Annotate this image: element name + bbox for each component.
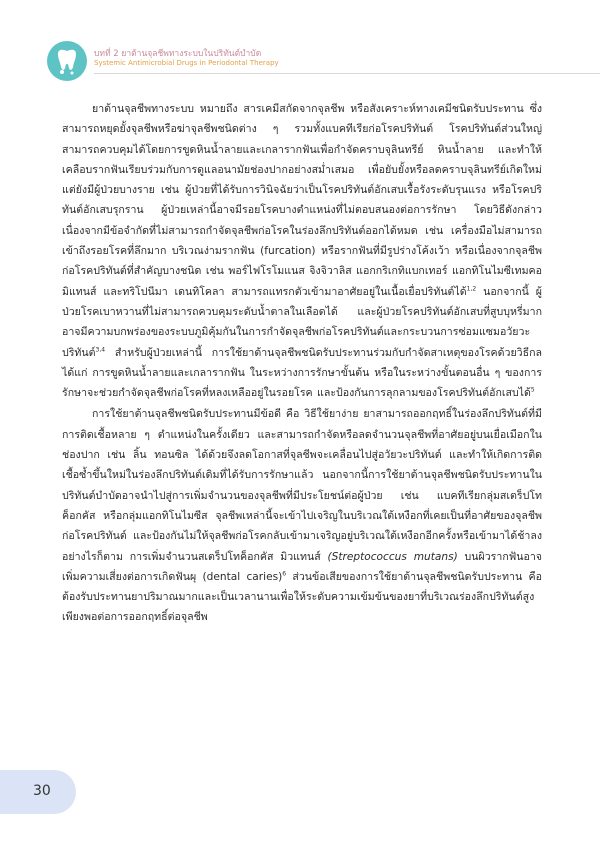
citation-superscript: 5 — [530, 386, 535, 394]
page-header — [46, 40, 600, 102]
chapter-title: บทที่ 2 ยาต้านจุลชีพทางระบบในปริทันต์บำบัด — [94, 49, 262, 59]
body-text — [62, 99, 542, 628]
italic-term: (Streptococcus mutans) — [327, 550, 458, 563]
text-segment: การใช้ยาต้านจุลชีพชนิดรับประทานมีข้อดี คือ วิธีใช้ยาง่าย ยาสามารถออกฤทธิ์ในร่องลึกปริทันต์ที่มีการติดเชื้อหลาย ๆ ตำแหน่งในครั้งเดียว และสามารถกำจัดหรือลดจำนวนจุลชีพที่อาศัยอยู่บนเยื่อเมือกในช่องปาก เช่น ลิ้น ทอนซิล ได้ด้วยจึงลดโอกาสที่จุลชีพจะเคลื่อนไปสู่อวัยวะปริทันต์ และทำให้เกิดการติดเชื้อซ้ำขึ้นใหม่ในร่องลึกปริทันต์เดิมที่ได้รับการรักษาแล้ว นอกจากนี้การใช้ยาต้านจุลชีพชนิดรับประทานในปริทันต์บำบัดอาจนำไปสู่การเพิ่มจำนวนของจุลชีพที่มีประโยชน์ต่อผู้ป่วย เช่น แบคทีเรียกลุ่มสเตร็ปโทค็อกคัส หรือกลุ่มแอกทิโนไมซีส จุลชีพเหล่านี้จะเข้าไปเจริญในบริเวณใต้เหงือกที่เคยเป็นที่อาศัยของจุลชีพก่อโรคปริทันต์ และป้องกันไม่ให้จุลชีพก่อโรคกลับเข้ามาเจริญอยู่บริเวณใต้เหงือกอีกครั้งหรือเข้ามาได้ช้าลงอย่างไรก็ตาม การเพิ่มจำนวนสเตร็ปโทค็อกคัส มิวแทนส์ — [62, 408, 542, 563]
citation-superscript: 3,4 — [95, 346, 106, 354]
paragraph — [62, 99, 542, 403]
text-segment: ส่วนข้อเสียของการใช้ยาต้านจุลชีพชนิดรับประทาน คือ ต้องรับประทานยาปริมาณมากและเป็นเวลานานเพื่อให้ระดับความเข้มข้นของยาที่บริเวณร่องลึกปริทันต์สูงเพียงพอต่อการออกฤทธิ์ต่อจุลชีพ — [62, 570, 542, 624]
citation-superscript: 1,2 — [466, 285, 477, 293]
text-segment: ยาต้านจุลชีพทางระบบ หมายถึง สารเคมีสกัดจากจุลชีพ หรือสังเคราะห์ทางเคมีชนิดรับประทาน ซึ่งสามารถหยุดยั้งจุลชีพหรือฆ่าจุลชีพชนิดต่าง ๆ รวมทั้งแบคทีเรียก่อโรคปริทันต์ โรคปริทันต์ส่วนใหญ่สามารถควบคุมได้โดยการขูดหินน้ำลายและเกลารากฟันเพื่อกำจัดคราบจุลินทรีย์ หินน้ำลาย และทำให้เคลือบรากฟันเรียบร่วมกับการดูแลอนามัยช่องปากอย่างสม่ำเสมอ เพื่อยับยั้งหรือลดคราบจุลินทรีย์เกิดใหม่ แต่ยังมีผู้ป่วยบางราย เช่น ผู้ป่วยที่ได้รับการวินิจฉัยว่าเป็นโรคปริทันต์อักเสบเรื้อรังระดับรุนแรง หรือโรคปริทันต์อักเสบรุกราน ผู้ป่วยเหล่านี้อาจมีรอยโรคบางตำแหน่งที่ไม่ตอบสนองต่อการรักษา โดยวิธีดังกล่าว เนื่องจากมีข้อจำกัดที่ไม่สามารถกำจัดจุลชีพก่อโรคในร่องลึกปริทันต์ออกได้หมด เช่น เครื่องมือไม่สามารถเข้าถึงรอยโรคที่ลึกมาก บริเวณง่ามรากฟัน (furcation) หรือรากฟันที่มีรูปร่างโค้งเว้า หรือเนื่องจากจุลชีพก่อโรคปริทันต์ที่สำคัญบางชนิด เช่น พอร์ไฟโรโมแนส จิงจิวาลิส แอกกริเกทิแบกเทอร์ แอกทิโนไมซีเทมคอมิแทนส์ และทริโปนีมา เดนทิโคลา สามารถแทรกตัวเข้ามาอาศัยอยู่ในเนื้อเยื่อปริทันต์ได้ — [62, 103, 542, 298]
chapter-subtitle: Systemic Antimicrobial Drugs in Periodontal Therapy — [94, 59, 279, 67]
text-segment: นอกจากนี้ ผู้ป่วยโรคเบาหวานที่ไม่สามารถควบคุมระดับน้ำตาลในเลือดได้ และผู้ป่วยโรคปริทันต์อักเสบที่สูบบุหรี่มาก อาจมีความบกพร่องของระบบภูมิคุ้มกันในการกำจัดจุลชีพก่อโรคปริทันต์และกระบวนการซ่อมแซมอวัยวะปริทันต์ — [62, 285, 542, 359]
tooth-logo-icon — [46, 40, 88, 82]
paragraph — [62, 404, 542, 627]
text-segment: สำหรับผู้ป่วยเหล่านี้ การใช้ยาต้านจุลชีพชนิดรับประทานร่วมกับกำจัดสาเหตุของโรคด้วยวิธีกลได้แก่ การขูดหินน้ำลายและเกลารากฟัน ในระหว่างการรักษาขั้นต้น หรือในระหว่างขั้นตอนอื่น ๆ ของการรักษาจะช่วยกำจัดจุลชีพก่อโรคที่หลงเหลืออยู่ในรอยโรค และป้องกันการลุกลามของโรคปริทันต์อักเสบได้ — [62, 346, 542, 400]
page-number: 30 — [33, 783, 51, 799]
header-divider — [94, 73, 600, 74]
text-segment: บนผิวรากฟันอาจเพิ่มความเสี่ยงต่อการเกิดฟันผุ (dental caries) — [62, 550, 542, 583]
citation-superscript: 6 — [282, 570, 287, 578]
